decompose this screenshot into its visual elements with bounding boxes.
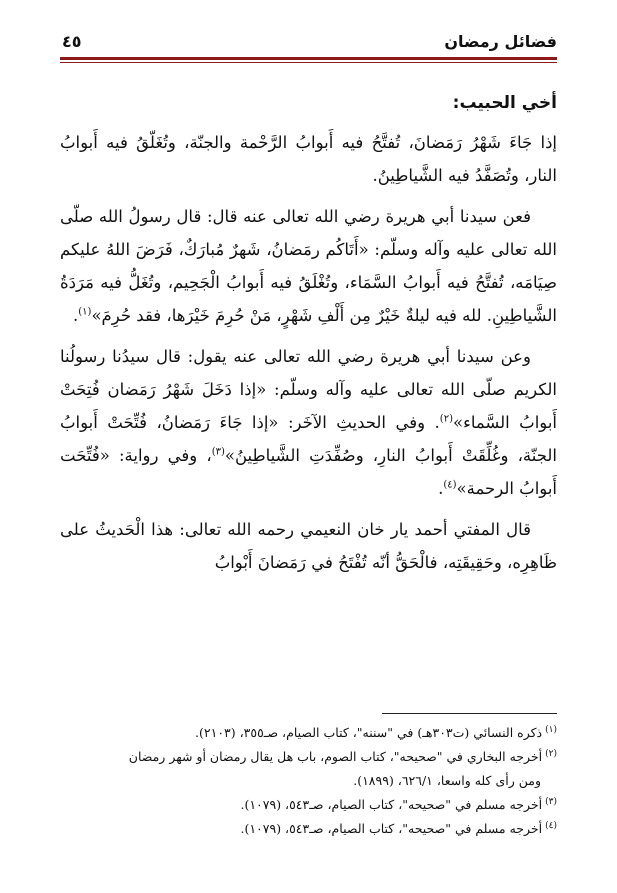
footnote-text: ذكره النسائي (ت٣٠٣هـ) في "سننه"، كتاب الصيام، صـ٣٥٥، (٢١٠٣). [195,725,543,740]
footnote-separator [382,713,557,714]
running-title: فضائل رمضان [444,31,557,51]
page-header [62,30,557,52]
page-number: ٤٥ [62,31,82,51]
footnote-2-continuation: ومن رأى كله واسعا، ٦٢٦/١، (١٨٩٩). [353,773,541,788]
paragraph-3-text-b: . وفي الحديثِ الآخَر: «إذا جَاءَ رَمَضانُ، فُتِّحَتْ أَبوابُ الجنّة، وغُلِّقَتْ أَبوابُ النارِ، وصُفِّدَتِ الشَّياطِينُ» [60,413,557,465]
footnote-4 [60,818,557,840]
footnote-marker: (٢) [545,748,557,759]
section-heading: أخي الحبيب: [452,93,557,113]
footnote-2 [60,746,557,768]
footnote-text: أخرجه مسلم في "صحيحه"، كتاب الصيام، صـ٥٤٣، (١٠٧٩). [240,797,543,812]
paragraph-3-text-c: ، وفي رواية: «فُتِّحَت أَبوابُ الرحمة» [60,446,557,498]
footnote-marker: (٣) [545,796,557,807]
paragraph-2-text: فعن سيدنا أبي هريرة رضي الله تعالى عنه قال: قال رسولُ الله صلّى الله تعالى عليه وآله وسلّم: «أَتَاكُم رمَضانُ، شَهرٌ مُبارَكٌ، فَرَضَ اللهُ عليكم صِيَامَه، تُفتَّحُ فيه أَبوابُ السَّمَاء، وتُغْلَقُ فيه أَبوابُ الْجَحِيم، وتُغَلُّ فيه مَرَدَةُ الشَّياطِينِ. لله فيه ليلةٌ خَيْرٌ مِن أَلْفِ شَهْرٍ، مَنْ حُرِمَ خَيْرَها، فقد حُرِمَ» [60,207,557,325]
footnotes [60,722,557,842]
footnote-marker: (٤) [545,820,557,831]
main-text [60,88,557,587]
footnote-ref-2: (٢) [439,413,453,425]
paragraph-4: قال المفتي أحمد يار خان النعيمي رحمه الله تعالى: هذا الْحَديثُ على ظَاهِرِه، وحَقِيقَتِه، فالْحَقُّ أنّه تُفْتَحُ في رَمَضانَ أَبْوابُ [60,520,557,572]
footnote-1 [60,722,557,744]
header-rule-thick [60,57,557,60]
footnote-marker: (١) [545,724,557,735]
footnote-ref-4: (٤) [443,479,457,491]
footnote-3 [60,794,557,816]
header-rule-thin [60,62,557,63]
paragraph-3-text-a: وعن سيدنا أبي هريرة رضي الله تعالى عنه يقول: قال سيدُنا رسولُنا الكريم صلّى الله تعالى عليه وآله وسلّم: «إذا دَخَلَ شَهْرُ رَمَضان فُتِحَتْ أَبوابُ السَّماء» [60,347,557,432]
footnote-text: أخرجه البخاري في "صحيحه"، كتاب الصوم، باب هل يقال رمضان أو شهر رمضان [128,749,543,764]
paragraph-3: وعن سيدنا أبي هريرة رضي الله تعالى عنه يقول: قال سيدُنا رسولُنا الكريم صلّى الله تعالى عليه وآله وسلّم: «إذا دَخَلَ شَهْرُ رَمَضان فُتِحَتْ أَبوابُ السَّماء»$^{(٢)}$. وفي الحديثِ الآخَر: «إذا جَاءَ رَمَضانُ، فُتِّحَتْ أَبوابُ الجنّة، وغُلِّقَتْ أَبوابُ النارِ، وصُفِّدَتِ الشَّياطِينُ»$^{(٣)}$، وفي رواية: «فُتِّحَت أَبوابُ الرحمة»$^{(٤)}$. [60,347,557,498]
footnote-ref-3: (٣) [211,446,225,458]
paragraph-1: إذا جَاءَ شَهْرُ رَمَضانَ، تُفتَّحُ فيه أَبوابُ الرَّحْمة والجنّة، وتُغَلّقُ فيه أَبوابُ النار، وتُصَفَّدُ فيه الشَّياطِينُ. [60,133,557,185]
footnote-text: أخرجه مسلم في "صحيحه"، كتاب الصيام، صـ٥٤٣، (١٠٧٩). [240,821,543,836]
footnote-ref-1: (١) [78,306,92,318]
paragraph-2: فعن سيدنا أبي هريرة رضي الله تعالى عنه قال: قال رسولُ الله صلّى الله تعالى عليه وآله وسلّم: «أَتَاكُم رمَضانُ، شَهرٌ مُبارَكٌ، فَرَضَ اللهُ عليكم صِيَامَه، تُفتَّحُ فيه أَبوابُ السَّمَاء، وتُغْلَقُ فيه أَبوابُ الْجَحِيم، وتُغَلُّ فيه مَرَدَةُ الشَّياطِينِ. لله فيه ليلةٌ خَيْرٌ مِن أَلْفِ شَهْرٍ، مَنْ حُرِمَ خَيْرَها، فقد حُرِمَ»$^{(١)}$. [60,207,557,325]
